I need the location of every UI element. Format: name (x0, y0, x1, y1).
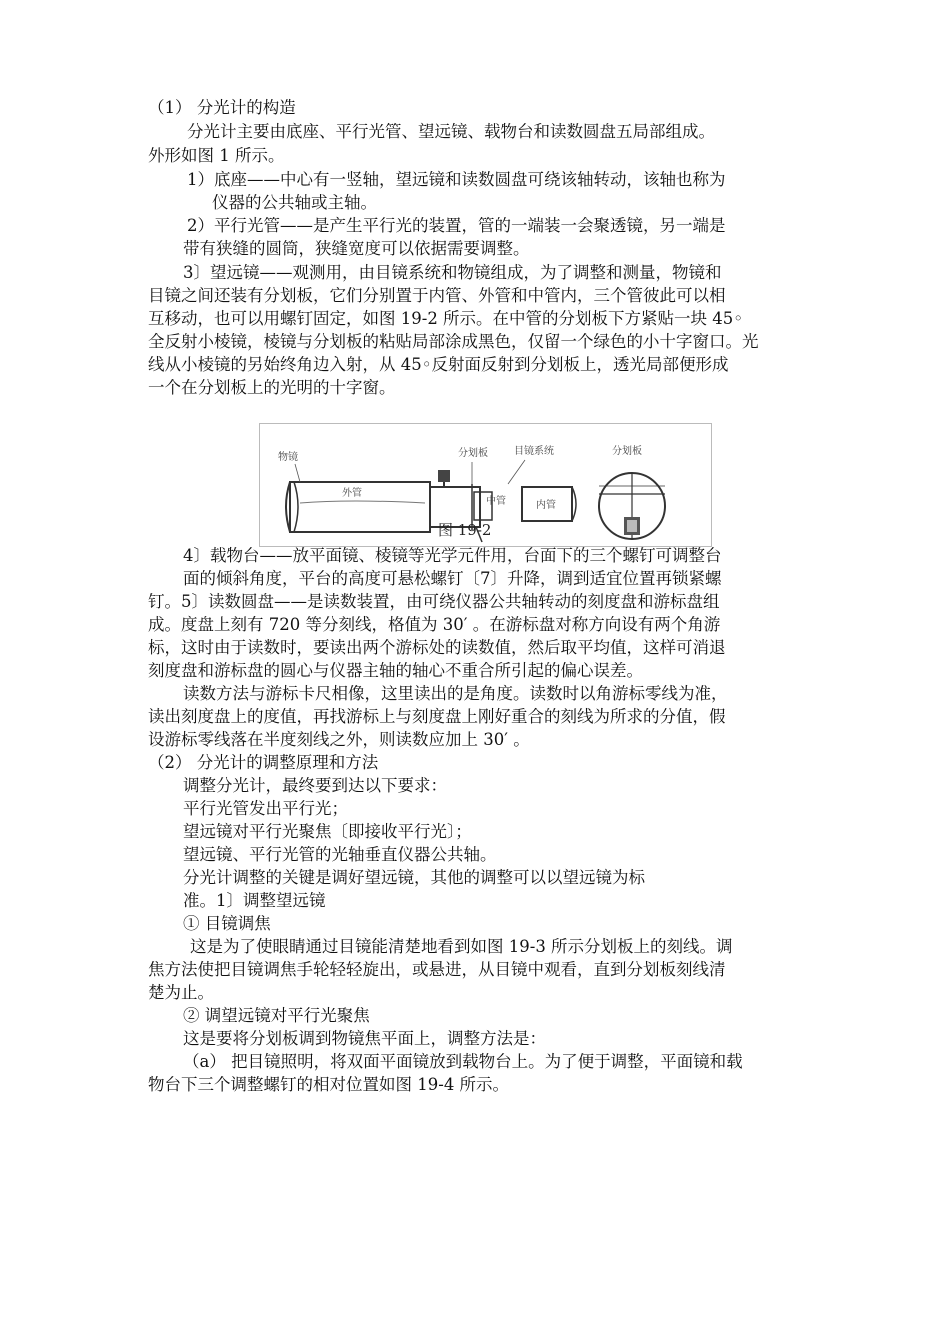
paragraph-line: 这是要将分划板调到物镜焦平面上，调整方法是： (183, 1029, 546, 1048)
label-objective: 物镜 (278, 452, 298, 463)
requirement-item: 平行光管发出平行光； (183, 799, 348, 818)
paragraph-line: 全反射小棱镜，棱镜与分划板的粘贴局部涂成黑色，仅留一个绿色的小十字窗口。光 (148, 332, 759, 351)
paragraph-line: 互移动，也可以用螺钉固定，如图 19-2 所示。在中管的分划板下方紧贴一块 45◦ (148, 309, 744, 328)
figure-caption: 图 19-2 (438, 521, 492, 539)
paragraph-line: 线从小棱镜的另始终角边入射，从 45◦反射面反射到分划板上，透光局部便形成 (148, 355, 729, 374)
paragraph-line: 仪器的公共轴或主轴。 (212, 193, 377, 212)
paragraph-line: 面的倾斜角度，平台的高度可悬松螺钉〔7〕升降，调到适宜位置再锁紧螺 (183, 569, 722, 588)
paragraph-line: 带有狭缝的圆筒，狭缝宽度可以依据需要调整。 (183, 239, 530, 258)
paragraph-line: 焦方法使把目镜调焦手轮轻轻旋出，或悬进，从目镜中观看，直到分划板刻线清 (148, 960, 726, 979)
paragraph-line: （a） 把目镜照明，将双面平面镜放到载物台上。为了便于调整，平面镜和载 (183, 1052, 743, 1071)
paragraph-line: 目镜之间还装有分划板，它们分别置于内管、外管和中管内，三个管彼此可以相 (148, 286, 726, 305)
paragraph-line: 3〕望远镜——观测用，由目镜系统和物镜组成，为了调整和测量，物镜和 (183, 263, 722, 282)
paragraph-line: 2）平行光管——是产生平行光的装置，管的一端装一会聚透镜，另一端是 (187, 216, 726, 235)
requirement-item: 望远镜对平行光聚焦〔即接收平行光〕； (183, 822, 472, 841)
paragraph-line: 这是为了使眼睛通过目镜能清楚地看到如图 19-3 所示分划板上的刻线。调 (190, 937, 733, 956)
paragraph-line: 设游标零线落在半度刻线之外，则读数应加上 30′ 。 (148, 730, 530, 749)
section-heading-1: （1） 分光计的构造 (148, 98, 296, 117)
paragraph-line: 4〕载物台——放平面镜、棱镜等光学元件用，台面下的三个螺钉可调整台 (183, 546, 722, 565)
subheading: ① 目镜调焦 (183, 914, 271, 933)
paragraph-line: 外形如图 1 所示。 (148, 146, 285, 165)
paragraph-line: 标，这时由于读数时，要读出两个游标处的读数值，然后取平均值，这样可消退 (148, 638, 726, 657)
paragraph-line: 读数方法与游标卡尺相像，这里读出的是角度。读数时以角游标零线为准， (183, 684, 728, 703)
paragraph-line: 刻度盘和游标盘的圆心与仪器主轴的轴心不重合所引起的偏心误差。 (148, 661, 643, 680)
paragraph-line: 分光计主要由底座、平行光管、望远镜、载物台和读数圆盘五局部组成。 (187, 122, 715, 141)
label-inner-tube: 内管 (536, 500, 556, 511)
requirement-item: 望远镜、平行光管的光轴垂直仪器公共轴。 (183, 845, 497, 864)
label-reticle: 分划板 (458, 448, 488, 459)
subheading: ② 调望远镜对平行光聚焦 (183, 1006, 370, 1025)
paragraph-line: 钉。5〕读数圆盘——是读数装置，由可绕仪器公共轴转动的刻度盘和游标盘组 (148, 592, 720, 611)
paragraph-line: 读出刻度盘上的度值，再找游标上与刻度盘上刚好重合的刻线为所求的分值，假 (148, 707, 726, 726)
paragraph-line: 物台下三个调整螺钉的相对位置如图 19-4 所示。 (148, 1075, 510, 1094)
paragraph-line: 楚为止。 (148, 983, 214, 1002)
label-middle-tube: 中管 (486, 496, 506, 507)
label-reticle-view: 分划板 (612, 446, 642, 457)
paragraph-line: 成。度盘上刻有 720 等分刻线，格值为 30′ 。在游标盘对称方向设有两个角游 (148, 615, 721, 634)
paragraph-line: 准。1〕调整望远镜 (183, 891, 326, 910)
paragraph-line: 分光计调整的关键是调好望远镜，其他的调整可以以望远镜为标 (183, 868, 645, 887)
paragraph-line: 调整分光计，最终要到达以下要求： (183, 776, 447, 795)
paragraph-line: 1）底座——中心有一竖轴，望远镜和读数圆盘可绕该轴转动，该轴也称为 (187, 170, 726, 189)
paragraph-line: 一个在分划板上的光明的十字窗。 (148, 378, 396, 397)
label-outer-tube: 外管 (342, 488, 362, 499)
section-heading-2: （2） 分光计的调整原理和方法 (148, 753, 379, 772)
label-eyepiece-system: 目镜系统 (514, 446, 554, 457)
